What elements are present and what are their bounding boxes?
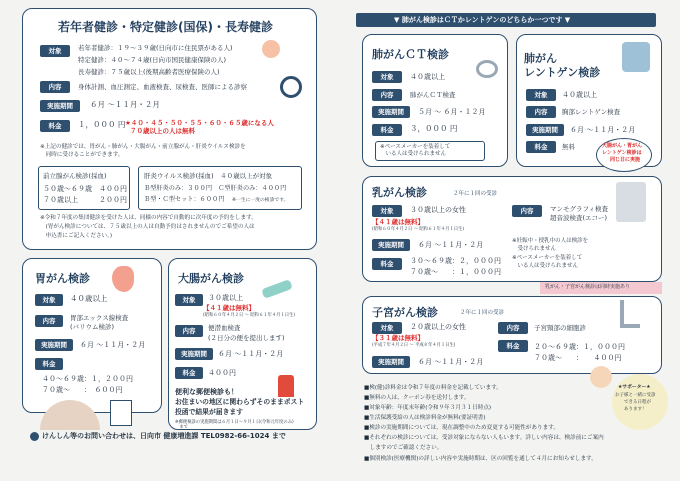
uterus-target: ２０歳以上の女性 [410,323,466,331]
lung-ct-content-label: 内容 [372,89,402,101]
mammography-icon [616,182,646,222]
lung-ct-period-label: 実施期間 [372,106,410,118]
uterus-fee-1: ２０～６９歳：１，０００円 [534,343,625,351]
youth-target-line-3: 長寿健診：７５歳以上(後期高齢者医療保険の人) [78,68,220,76]
stomach-target: ４０歳以上 [70,294,108,303]
stomach-period: ６月 ～１１月・２月 [80,341,146,349]
colon-fee-label: 料金 [175,367,203,379]
footnote-1: ■検(健)診料金は令和７年度の料金を記載しています。 [364,385,502,391]
footnote-2: ■無料の人は、クーポン券を送付します。 [364,395,470,401]
uterus-fee-label: 料金 [498,340,528,352]
lung-xray-period: ６月 ～１１月・２月 [570,126,636,134]
uterus-freq: ２年に１回の受診 [460,310,505,316]
youth-fee: １，０００ 円 [78,120,126,129]
stomach-period-label: 実施期間 [35,339,73,351]
bubble-line-1: 大腸がん・胃がん [602,143,643,149]
lung-xray-fee-label: 料金 [526,141,556,153]
microscope-icon [620,300,640,328]
hepatitis-line-1: Ｂ型肝炎のみ：３００円 Ｃ型肝炎のみ：４００円 [144,185,287,192]
stomach-content-1: 胃部エックス線検査 [70,314,129,322]
stethoscope-icon [280,76,302,98]
hepatitis-line-2: Ｂ型・Ｃ型セット：６００円 [144,196,225,203]
footnote-3: ■対象年齢：年度末年齢(令和９年３月３１日時点) [364,405,492,411]
breast-content-label: 内容 [512,205,542,217]
lung-ct-content: 肺がんＣＴ検査 [410,91,456,99]
stomach-fee-2: ７０歳～ ： ６００円 [42,386,123,394]
uterus-fee-2: ７０歳～ ： ４００円 [534,354,622,362]
breast-content-2: 超音波検査(エコー) [550,214,608,222]
ct-scanner-icon [476,60,498,78]
breast-target-label: 対象 [372,205,402,217]
lung-xray-fee: 無料 [562,143,575,151]
colon-fee: ４００円 [208,369,236,377]
breast-target: ３０歳以上の女性 [410,206,466,214]
colon-period: ６月 ～１１月・２月 [218,350,284,358]
youth-checkup-title: 若年者健診・特定健診(国保)・長寿健診 [58,20,273,34]
sitter-line-3: できる日程が [624,400,651,405]
youth-fee-label: 料金 [40,120,70,132]
stomach-fee-1: ４０～６９歳：１，２００円 [42,375,133,383]
uterus-period-label: 実施期間 [372,356,410,368]
colon-mail-3: 投函で結果が届きます [175,408,243,416]
uterus-target-label: 対象 [372,322,402,334]
lung-xray-period-label: 実施期間 [526,124,564,136]
sitter-line-2: お子様と一緒に受診 [615,393,656,398]
colon-content-2: (２日分の便を提出します) [208,334,285,342]
youth-content: 身体計測、血圧測定、血液検査、尿検査、医師による診察 [78,83,247,91]
breast-content-1: マンモグラフィ検査 [550,205,608,213]
youth-period: ６月 ～１１月・２月 [90,100,160,109]
lung-xray-target-label: 対象 [526,89,556,101]
youth-period-label: 実施期間 [40,100,80,112]
lung-ct-note-2: いる人は受けられません [380,151,447,157]
lung-ct-fee: ３，０００ 円 [410,124,458,133]
bubble-line-2: レントゲン検診は [602,150,642,156]
contact-info: けんしん等のお問い合わせは、日向市 健康増進課 TEL0982-66-1024 まで [42,432,286,440]
breast-fee-2: ７０歳～ ：１，０００円 [410,268,501,276]
document-icon [110,400,132,426]
hepatitis-small: ※一生に一度の検診です。 [232,198,289,203]
prostate-line-2: ７０歳以上 ２００円 [43,196,127,204]
youth-target-label: 対象 [40,45,70,57]
colon-target-label: 対象 [175,294,203,306]
colon-free-small: (昭和６０年４月２日 ～ 昭和６１年４月１日生) [203,313,296,318]
youth-target-line-2: 特定健診：４０～７４歳(日向市国民健康保険の人) [78,56,227,64]
footnote-6: ■それぞれの検診については、受診対象にならない人もいます。詳しい内容は、検診前にご案内 [364,435,604,441]
colon-mail-2: お住まいの地区に関わらずそのままポスト [175,398,305,406]
bubble-line-3: 同じ日に実施 [610,157,641,163]
uterus-content-label: 内容 [498,322,528,334]
youth-target-line-1: 若年者健診：１９～３９歳(日向市に住民票がある人) [78,44,233,52]
breast-free-note: 【４１歳は無料】 [372,218,424,226]
lung-ct-title: 肺がんＣＴ検診 [372,48,449,61]
baby-illustration [590,366,612,388]
breast-period: ６月 ～１１月・２月 [418,241,484,249]
lung-xray-target: ４０歳以上 [562,91,597,99]
medicine-icon [262,40,280,58]
postbox-icon [278,375,294,397]
youth-note-2: 同時に受けることができます。 [40,152,124,158]
breast-period-label: 実施期間 [372,239,410,251]
breast-note-4: いる人は受けられません [512,263,579,269]
uterus-free-note: 【３１歳は無料】 [372,334,424,342]
colon-target: ３０歳以上 [208,294,243,302]
breast-fee-1: ３０～６９歳：２，０００円 [410,257,501,265]
reservation-note-3: 申込書にご記入ください。) [40,233,113,239]
sitter-line-4: あります！ [624,407,647,412]
uterus-free-small: (平成７年４月２日 ～ 平成８年４月１日生) [372,343,456,348]
lung-banner-text: ▼ 肺がん検診はＣＴかレントゲンのどちらか一つです ▼ [394,16,571,24]
footnote-4: ■生活保護受給の人は検診料金が無料(要証明書) [364,415,486,421]
phone-icon [30,432,39,441]
footnote-7: しますのでご確認ください。 [364,445,443,451]
breast-title: 乳がん検診 [372,186,427,199]
lung-ct-target-label: 対象 [372,71,402,83]
breast-note-3: ※ペースメーカーを装着して [512,255,583,261]
breast-free-small: (昭和６０年４月２日 ～ 昭和６１年４月１日生) [372,227,465,232]
stomach-fee-label: 料金 [35,358,63,370]
colon-content-label: 内容 [175,325,203,337]
reservation-note-2: (胃がん検診については、７５歳以上の人は自動予約はされませんのでご希望の人は [40,224,255,230]
sitter-line-1: ★サポーター★ [618,385,651,390]
youth-fee-note-2: ７０歳以上の人は無料 [130,127,195,135]
prostate-line-1: ５０歳～６９歳 ４００円 [43,185,127,193]
stomach-title: 胃がん検診 [35,272,90,285]
footnote-8: ■個別検診(医療機関)の詳しい内容や実施時期は、区の回覧を通して４月にお知らせします。 [364,456,597,462]
lung-ct-target: ４０歳以上 [410,73,445,81]
youth-content-label: 内容 [40,81,70,93]
stomach-content-label: 内容 [35,315,63,327]
lung-xray-title-1: 肺がん [524,52,557,65]
colon-title: 大腸がん検診 [178,272,244,285]
youth-fee-note-1: ★４０・４５・５０・５５・６０・６５歳になる人 [125,119,274,127]
lung-ct-period: ５月 ～ ６月・１２月 [418,108,486,116]
breast-note-2: 受けられません [512,246,557,252]
uterus-title: 子宮がん検診 [372,306,438,319]
lung-xray-icon [622,42,650,72]
breast-note-1: ※妊娠中・授乳中の人は検診を [512,238,589,244]
uterus-period: ６月 ～１１月・２月 [418,358,484,366]
lung-ct-note-1: ※ペースメーカーを装着して [380,144,451,150]
lung-xray-title-2: レントゲン検診 [524,66,601,79]
lung-ct-fee-label: 料金 [372,124,402,136]
youth-note-1: ※上記の健診では、胃がん・肺がん・大腸がん・前立腺がん・肝炎ウイルス検診を [40,144,246,150]
joint-ribbon-text: 乳がん・子宮がん検診は同時実施あり [545,284,631,290]
breast-freq: ２年に１回の受診 [453,191,498,197]
reservation-note-1: ※令和７年度の集団健診を受けた人は、同様の内容で自動的に次年度の予約をします。 [40,215,257,221]
lung-xray-content: 胸部レントゲン検査 [562,108,621,116]
colon-content-1: 便潜血検査 [208,324,241,332]
stomach-target-label: 対象 [35,294,63,306]
footnote-5: ■検診の実施期間については、現在調整中のため変更する可能性があります。 [364,425,559,431]
colon-mail-1: 便利な郵便検診も！ [175,388,238,396]
prostate-title: 前立腺がん検診(採血) [43,172,107,180]
uterus-content: 子宮頸部の細胞診 [534,324,586,332]
lung-xray-content-label: 内容 [526,106,556,118]
breast-fee-label: 料金 [372,258,402,270]
stomach-icon [112,266,134,292]
colon-free-note: 【４１歳は無料】 [203,304,255,312]
colon-period-label: 実施期間 [175,348,213,360]
hepatitis-title: 肝炎ウイルス検診(採血) ４０歳以上が対象 [144,172,273,180]
colon-mail-small-1: ※郵便検診の実施期間は６月１日～９月１日(令和元年度のみ) [175,420,294,425]
stomach-content-2: (バリウム検診) [70,323,115,331]
colon-mail-small-2: まで [175,425,188,430]
